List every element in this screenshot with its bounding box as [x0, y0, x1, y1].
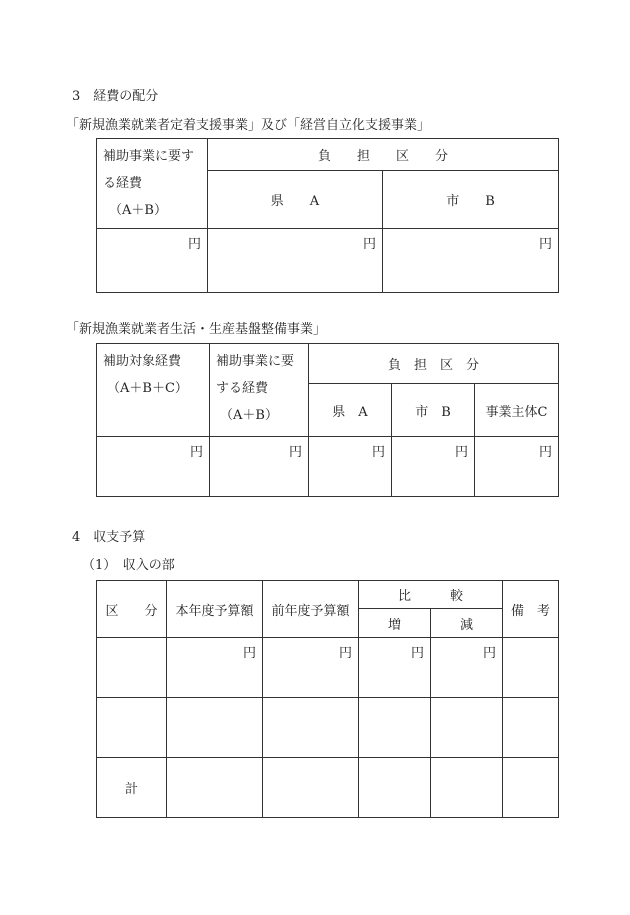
unit-label: 円	[410, 646, 424, 661]
table3-decrease-cell[interactable]	[431, 698, 503, 758]
table3-this-year-total-cell[interactable]	[167, 758, 263, 818]
table1-total-header	[97, 139, 208, 229]
table3-increase-cell[interactable]	[359, 698, 431, 758]
table3-decrease-header: 減	[431, 609, 503, 638]
unit-label: 円	[288, 445, 302, 460]
table2-total-line2: する経費	[216, 381, 269, 396]
unit-label: 円	[371, 445, 385, 460]
table3-category-header: 区 分	[97, 581, 167, 638]
table3-decrease-total-cell[interactable]	[431, 758, 503, 818]
table2-burden-header: 負 担 区 分	[309, 344, 559, 384]
unit-label: 円	[338, 646, 352, 661]
unit-label: 円	[362, 237, 376, 252]
table3-remarks-header: 備 考	[503, 581, 559, 638]
table2	[96, 343, 559, 497]
table2-caption: 「新規漁業就業者生活・生産基盤整備事業」	[66, 322, 327, 337]
table3-this-year-cell[interactable]	[167, 698, 263, 758]
table3-last-year-total-cell[interactable]	[263, 758, 359, 818]
table3-increase-header: 増	[359, 609, 431, 638]
table2-target-cell[interactable]	[97, 437, 210, 497]
table3-last-year-header: 前年度予算額	[263, 581, 359, 638]
table1-city-header: 市 B	[383, 171, 559, 229]
table1	[96, 138, 559, 293]
unit-label: 円	[454, 445, 468, 460]
unit-label: 円	[189, 445, 203, 460]
table3-compare-header: 比 較	[359, 581, 503, 609]
table2-total-cell[interactable]	[210, 437, 309, 497]
table1-caption: 「新規漁業就業者定着支援事業」及び「経営自立化支援事業」	[66, 118, 431, 133]
unit-label: 円	[483, 646, 497, 661]
table2-entity-header: 事業主体C	[475, 384, 559, 437]
table1-total-cell[interactable]	[97, 229, 208, 293]
table1-pref-header: 県 A	[208, 171, 383, 229]
table2-target-line2: （A＋B＋C）	[107, 381, 188, 396]
table1-total-line2: る経費	[103, 176, 143, 191]
table1-city-cell[interactable]	[383, 229, 559, 293]
table3-increase-cell[interactable]	[359, 638, 431, 698]
unit-label: 円	[538, 445, 552, 460]
table3-increase-total-cell[interactable]	[359, 758, 431, 818]
table3-this-year-header: 本年度予算額	[167, 581, 263, 638]
table3-category-cell[interactable]	[97, 698, 167, 758]
table2-total-header	[210, 344, 309, 437]
table3-remarks-total-cell[interactable]	[503, 758, 559, 818]
table3-last-year-cell[interactable]	[263, 638, 359, 698]
unit-label: 円	[539, 237, 553, 252]
table3-remarks-cell[interactable]	[503, 638, 559, 698]
table3-remarks-cell[interactable]	[503, 698, 559, 758]
table3	[96, 580, 559, 818]
section4-heading: 4 収支予算	[72, 530, 146, 545]
table1-pref-cell[interactable]	[208, 229, 383, 293]
table2-target-line1: 補助対象経費	[103, 354, 182, 369]
section3-heading: 3 経費の配分	[72, 89, 159, 104]
table3-this-year-cell[interactable]	[167, 638, 263, 698]
table1-total-line3: （A＋B）	[109, 203, 167, 218]
table2-entity-cell[interactable]	[475, 437, 559, 497]
table3-total-label: 計	[97, 758, 167, 818]
table2-pref-cell[interactable]	[309, 437, 392, 497]
table2-city-cell[interactable]	[392, 437, 475, 497]
unit-label: 円	[187, 237, 201, 252]
section4-subheading: （1） 収入の部	[82, 558, 175, 573]
table2-total-line1: 補助事業に要	[216, 354, 295, 369]
table1-total-line1: 補助事業に要す	[103, 149, 195, 164]
unit-label: 円	[242, 646, 256, 661]
table3-last-year-cell[interactable]	[263, 698, 359, 758]
table2-city-header: 市 B	[392, 384, 475, 437]
table2-pref-header: 県 A	[309, 384, 392, 437]
table3-category-cell[interactable]	[97, 638, 167, 698]
table2-target-header	[97, 344, 210, 437]
table3-decrease-cell[interactable]	[431, 638, 503, 698]
table1-burden-header: 負 担 区 分	[208, 139, 559, 171]
table2-total-line3: （A＋B）	[220, 408, 278, 423]
